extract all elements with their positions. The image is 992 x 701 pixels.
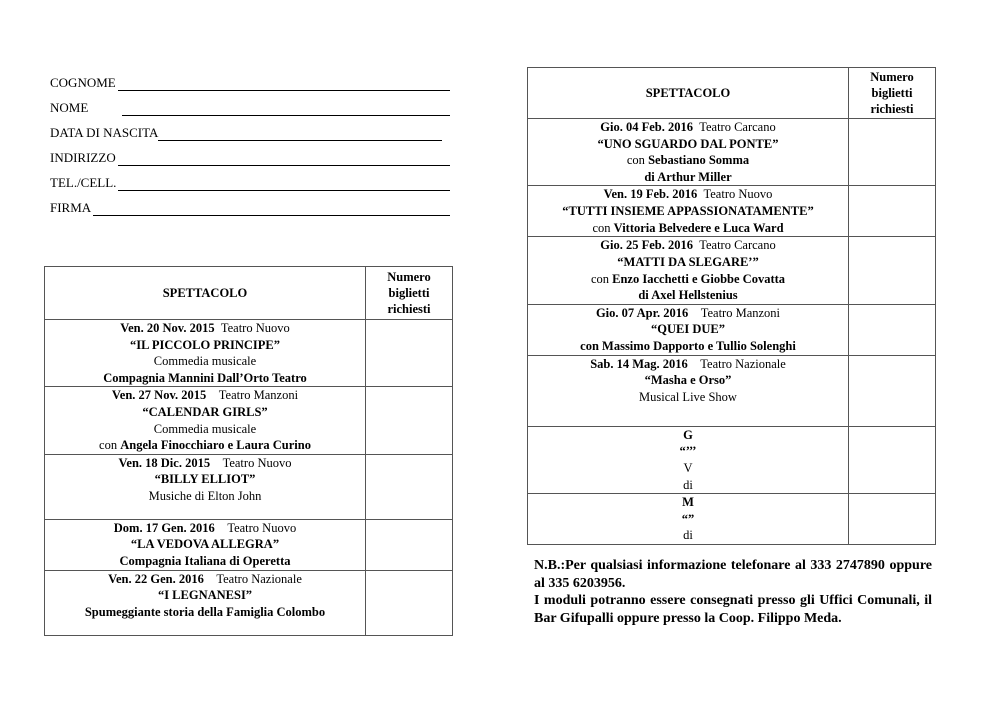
show-cast: Sebastiano Somma [648,153,750,168]
nome-line[interactable] [122,105,450,116]
data-nascita-label: DATA DI NASCITA [50,125,159,140]
indirizzo-field[interactable] [50,141,450,166]
show-title: “LA VEDOVA ALLEGRA” [130,537,280,552]
ticket-count-cell[interactable] [849,186,936,237]
show-cast: Vittoria Belvedere e Luca Ward [613,220,784,235]
ticket-count-cell[interactable] [849,237,936,304]
data-nascita-field[interactable] [50,116,450,141]
show-date: Sab. 14 Mag. 2016 [590,356,688,371]
show-description [528,355,849,426]
show-description [528,237,849,304]
show-con: con [590,271,610,286]
nome-label: NOME [50,100,89,115]
show-description [528,426,849,493]
show-cast: Angela Finocchiaro e Laura Curino [120,438,311,453]
show-info: Musiche di Elton John [148,488,262,503]
cognome-label: COGNOME [50,75,116,90]
table-row [528,494,936,545]
numero-header-line: biglietti [871,86,913,100]
ticket-count-cell[interactable] [366,570,453,635]
show-description [528,494,849,545]
cognome-field[interactable] [50,66,450,91]
show-date: Ven. 19 Feb. 2016 [603,187,698,202]
show-fragment: M [682,495,694,510]
show-con: con [592,220,611,235]
show-cast: con Massimo Dapporto e Tullio Solenghi [580,338,796,353]
show-description [45,387,366,454]
show-date: Gio. 04 Feb. 2016 [600,120,693,134]
show-date: Dom. 17 Gen. 2016 [113,520,215,535]
show-author: di Arthur Miller [644,169,732,184]
numero-header-line: richiesti [387,302,431,316]
show-description [528,186,849,237]
show-date: Gio. 07 Apr. 2016 [595,305,689,320]
show-venue: Teatro Nuovo [227,520,297,535]
show-title: “I LEGNANESI” [157,588,253,603]
numero-header-line: biglietti [388,286,430,300]
indirizzo-line[interactable] [118,155,450,166]
show-title: “TUTTI INSIEME APPASSIONATAMENTE” [562,203,814,218]
show-fragment: G [683,427,693,442]
data-nascita-line[interactable] [158,130,442,141]
ticket-count-cell[interactable] [366,519,453,570]
ticket-count-cell[interactable] [849,119,936,186]
show-description [528,119,849,186]
show-venue: Teatro Carcano [699,238,776,253]
show-venue: Teatro Manzoni [218,388,299,403]
show-author: di Axel Hellstenius [638,288,738,303]
indirizzo-label: INDIRIZZO [50,150,116,165]
show-venue: Teatro Carcano [699,120,776,134]
show-date: Ven. 20 Nov. 2015 [120,321,215,335]
table-header-row [45,267,453,320]
table-row [45,570,453,635]
show-title: “CALENDAR GIRLS” [142,404,268,419]
table-row [528,304,936,355]
table-row [45,320,453,387]
show-venue: Teatro Nuovo [703,187,773,202]
table-row [528,426,936,493]
show-con: con [99,438,118,453]
table-row [45,387,453,454]
show-fragment: V [683,460,693,475]
table-row [528,119,936,186]
show-description [45,454,366,519]
show-date: Ven. 22 Gen. 2016 [108,571,204,586]
show-cast: Enzo Iacchetti e Giobbe Covatta [612,271,786,286]
show-description [528,304,849,355]
show-fragment: di [683,477,693,492]
show-description [45,320,366,387]
tel-line[interactable] [118,180,450,191]
ticket-count-cell[interactable] [366,320,453,387]
show-description [45,570,366,635]
ticket-count-cell[interactable] [366,454,453,519]
firma-field[interactable] [50,191,450,216]
show-fragment: “” [681,511,695,526]
ticket-count-cell[interactable] [849,494,936,545]
info-note-delivery: I moduli potranno essere consegnati presso gli Uffici Comunali, il Bar Gifupalli oppure presso la Coop. Filippo Meda. [534,593,932,626]
show-venue: Teatro Nuovo [222,455,292,470]
show-title: “BILLY ELLIOT” [154,472,256,487]
show-venue: Teatro Nuovo [220,321,290,335]
ticket-count-cell[interactable] [849,304,936,355]
firma-label: FIRMA [50,200,92,215]
tel-label: TEL./CELL. [50,175,117,190]
numero-biglietti-header [366,267,453,320]
table-header-row [528,68,936,119]
show-description [45,519,366,570]
nome-field[interactable] [50,91,450,116]
show-info: Commedia musicale [153,354,257,369]
spettacolo-header: SPETTACOLO [528,68,849,119]
show-con: con [626,153,645,168]
show-info: Musical Live Show [639,389,737,404]
ticket-count-cell[interactable] [849,426,936,493]
show-venue: Teatro Nazionale [700,356,786,371]
shows-table-right [527,67,936,545]
show-info: Spumeggiante storia della Famiglia Colombo [84,604,326,619]
table-row [528,237,936,304]
show-title: “QUEI DUE” [651,322,725,337]
show-title: “MATTI DA SLEGARE’” [617,254,759,269]
show-date: Ven. 18 Dic. 2015 [118,455,211,470]
table-row [528,355,936,426]
show-date: Ven. 27 Nov. 2015 [111,388,207,403]
show-fragment: di [683,528,693,543]
cognome-line[interactable] [118,80,450,91]
show-info: Commedia musicale [153,421,257,436]
firma-line[interactable] [93,205,450,216]
table-row [45,519,453,570]
show-venue: Teatro Manzoni [700,305,781,320]
numero-biglietti-header [849,68,936,119]
show-title: “Masha e Orso” [644,373,732,388]
show-company: Compagnia Italiana di Operetta [119,553,291,568]
numero-header-line: richiesti [870,102,914,116]
show-company: Compagnia Mannini Dall’Orto Teatro [103,370,307,385]
info-note-phone: N.B.:Per qualsiasi informazione telefonare al 333 2747890 oppure al 335 6203956. [534,558,932,591]
personal-data-form [50,66,450,216]
ticket-count-cell[interactable] [849,355,936,426]
show-title: “UNO SGUARDO DAL PONTE” [597,136,779,151]
numero-header-line: Numero [387,270,431,284]
tel-field[interactable] [50,166,450,191]
info-note [534,557,932,627]
show-date: Gio. 25 Feb. 2016 [600,238,693,253]
table-row [45,454,453,519]
shows-table-left [44,266,453,636]
table-row [528,186,936,237]
show-venue: Teatro Nazionale [216,571,302,586]
show-fragment: “’’’ [679,444,697,459]
numero-header-line: Numero [870,70,914,84]
ticket-count-cell[interactable] [366,387,453,454]
show-title: “IL PICCOLO PRINCIPE” [129,337,281,352]
spettacolo-header: SPETTACOLO [45,267,366,320]
